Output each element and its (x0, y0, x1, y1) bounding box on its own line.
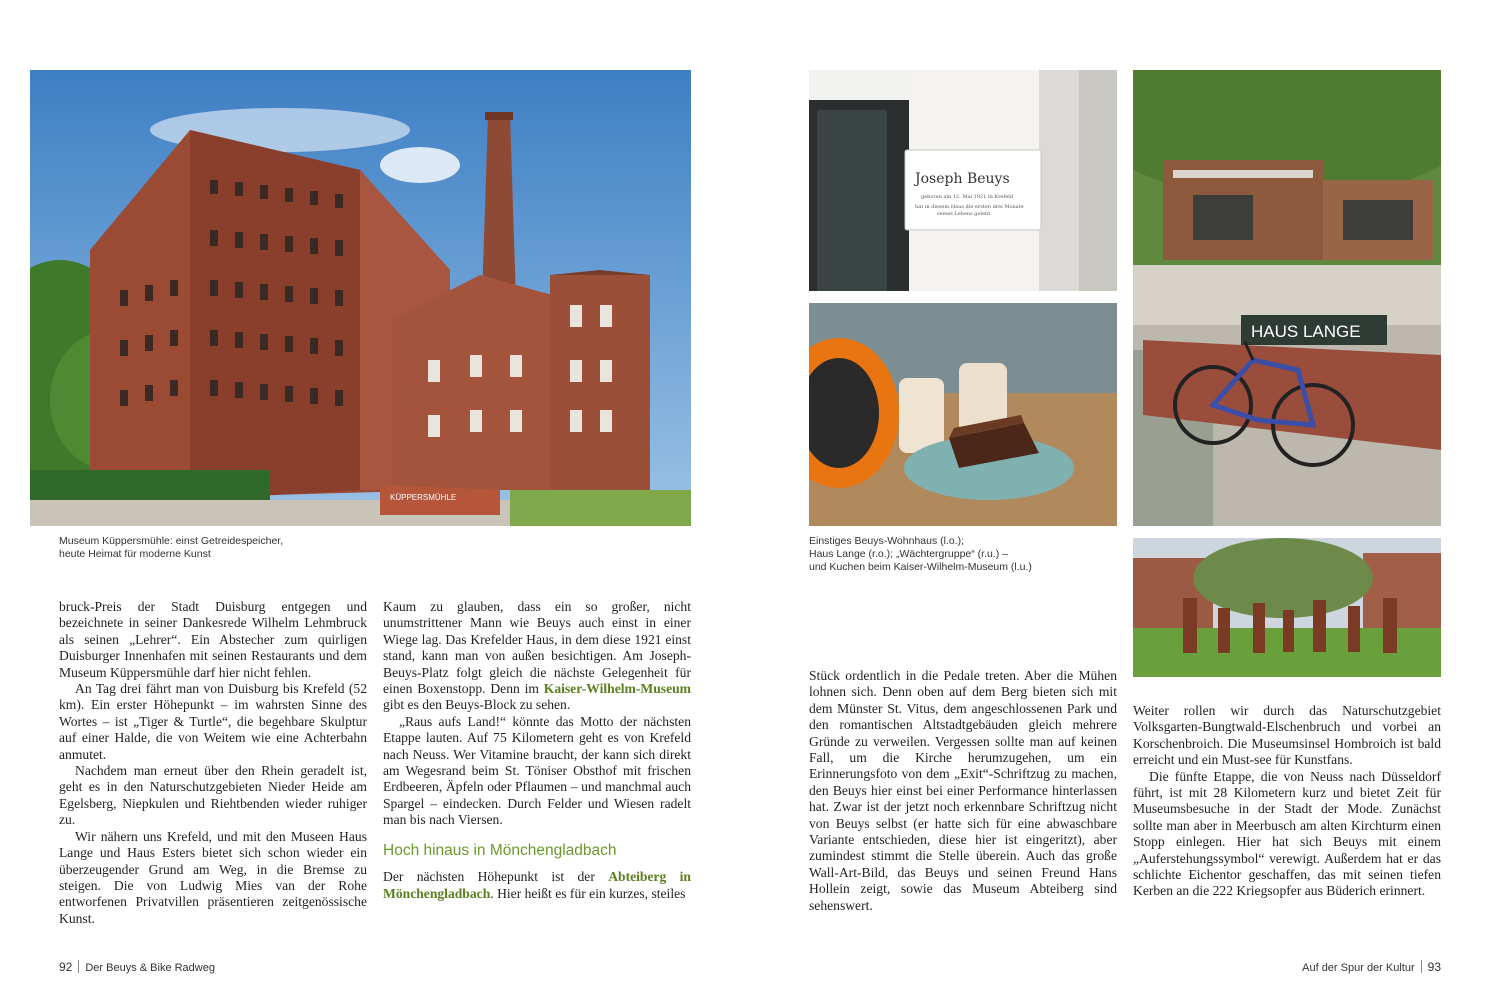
left-photo-caption (59, 535, 283, 561)
text-column-3 (809, 668, 1117, 914)
paragraph: Stück ordentlich in die Pedale treten. Aber die Mühen lohnen sich. Denn oben auf dem Berg bieten sich mit dem Münster St. Vitus, dem angeschlossenen Park und den romantischen Altstadtgebäuden gleich mehrere Gründe zu verweilen. Vergessen sollte man auf keinen Fall, um die Kirche herumzugehen, um ein Erinnerungsfoto von dem „Exit“-Schriftzug zu machen, den Beuys hier einst bei einer Performance hinterlassen hat. Zwar ist der jetzt noch erkennbare Schriftzug nicht von Beuys selbst (er hatte sich für eine abwaschbare Variante entschieden, diese hier ist eingeritzt), aber zumindest stimmt die Stelle überein. Auch das große Wall-Art-Bild, das Beuys und seinen Freund Hans Hollein zeigt, sowie das Museum Abteiberg sind sehenswert. (809, 668, 1117, 913)
cake-helmet-photo (809, 303, 1117, 526)
caption-line: und Kuchen beim Kaiser-Wilhelm-Museum (l.u.) (809, 561, 1032, 573)
text-run: Der nächsten Höhepunkt ist der (383, 869, 609, 885)
caption-line: Museum Küppersmühle: einst Getreidespeicher, (59, 535, 284, 547)
kueppersmuehle-sign: KÜPPERSMÜHLE (390, 493, 457, 502)
paragraph: Weiter rollen wir durch das Naturschutzgebiet Volksgarten-Bungtwald-Elschenbruch und vorbei an Korschenbroich. Die Museumsinsel Hombroich ist bald erreicht und ein Must-see für Kunstfans. (1133, 703, 1441, 768)
running-title: Auf der Spur der Kultur (1302, 962, 1415, 974)
plaque-title: Joseph Beuys (915, 171, 1010, 187)
right-photo-caption (809, 535, 1032, 574)
page-number: 92 (59, 960, 73, 974)
text-column-1 (59, 599, 367, 927)
kaiser-wilhelm-museum-link: Kaiser-Wilhelm-Museum (543, 681, 691, 697)
museum-kueppersmuehle-photo (30, 70, 691, 526)
text-column-2 (383, 599, 691, 902)
left-page-footer (59, 960, 215, 974)
beuys-plaque-photo (809, 70, 1117, 291)
haus-lange-bike-photo (1133, 70, 1441, 526)
paragraph (383, 869, 691, 902)
footer-divider (78, 960, 79, 973)
paragraph: An Tag drei fährt man von Duisburg bis Krefeld (52 km). Ein erster Höhepunkt – im wahrsten Sinne des Wortes – ist „Tiger & Turtle“, die begehbare Skulptur auf einer Halde, die von Weitem wie eine Achterbahn anmutet. (59, 681, 367, 762)
paragraph (383, 599, 691, 714)
plaque-line: seines Lebens gelebt. (937, 211, 992, 217)
text-column-4 (1133, 703, 1441, 900)
abteiberg-link: Abteiberg in Mönchengladbach (383, 869, 691, 901)
page-number: 93 (1427, 960, 1441, 974)
paragraph: bruck-Preis der Stadt Duisburg entgegen und bezeichnete in seiner Dankesrede Wilhelm Lehmbruck als seinen „Lehrer“. Ein Abstecher zum quirligen Duisburger Innenhafen mit seinen Restaurants und dem Museum Küppersmühle darf hier nicht fehlen. (59, 599, 367, 680)
paragraph: Wir nähern uns Krefeld, und mit den Museen Haus Lange und Haus Esters bietet sich schon wieder ein überzeugender Grund am Weg, in die Bremse zu steigen. Die von Ludwig Mies van der Rohe entworfenen Privatvillen präsentieren zeitgenössische Kunst. (59, 828, 367, 926)
paragraph: Nachdem man erneut über den Rhein geradelt ist, geht es in den Naturschutzgebieten Nieder Heide am Egelsberg, Niepkulen und Riehtbenden wieder ruhiger zu. (59, 763, 367, 828)
haus-lange-sign: HAUS LANGE (1251, 322, 1361, 341)
paragraph: „Raus aufs Land!“ könnte das Motto der nächsten Etappe lauten. Auf 75 Kilometern geht es von Krefeld nach Neuss. Wer Vitamine braucht, der kann sich direkt am Wegesrand beim St. Töniser Obsthof mit frischen Erdbeeren, Äpfeln oder Pflaumen – und manchmal auch Spargel – eindecken. Durch Felder und Wiesen radelt man bis nach Viersen. (383, 713, 691, 828)
text-run: Kaum zu glauben, dass ein so großer, nicht unumstrittener Mann wie Beuys auch einst in einer Wiege lag. Das Krefelder Haus, in dem diese 1921 einst stand, kann man von außen besichtigen. Am Joseph-Beuys-Platz folgt gleich die nächste Gelegenheit für einen Boxenstopp. Denn im (383, 599, 691, 697)
running-title: Der Beuys & Bike Radweg (85, 962, 215, 974)
waechtergruppe-sculpture-photo (1133, 538, 1441, 677)
caption-line: Einstiges Beuys-Wohnhaus (l.o.); (809, 535, 965, 547)
caption-line: Haus Lange (r.o.); „Wächtergruppe“ (r.u.) – (809, 548, 1009, 560)
text-run: . Hier heißt es für ein kurzes, steiles (490, 885, 686, 901)
right-page-footer (1302, 960, 1441, 974)
footer-divider (1421, 960, 1422, 973)
text-run: gibt es den Beuys-Block zu sehen. (383, 697, 571, 713)
paragraph: Die fünfte Etappe, die von Neuss nach Düsseldorf führt, ist mit 28 Kilometern kurz und bietet Zeit für Museumsbesuche in der Stadt der Mode. Zunächst sollte man aber in Meerbusch am alten Kirchturm einen Stopp einlegen. Hier hat sich Beuys mit einem „Auferstehungssymbol“ verewigt. Außerdem hat er das schlichte Eichentor geschaffen, das mit seinen tiefen Kerben an die 222 Kriegsopfer aus Büderich erinnert. (1133, 768, 1441, 899)
caption-line: heute Heimat für moderne Kunst (59, 548, 211, 560)
plaque-line: geboren am 12. Mai 1921 in Krefeld (921, 194, 1014, 200)
plaque-line: hat in diesem Haus die ersten drei Monate (915, 204, 1024, 210)
section-subhead: Hoch hinaus in Mönchengladbach (383, 841, 617, 859)
